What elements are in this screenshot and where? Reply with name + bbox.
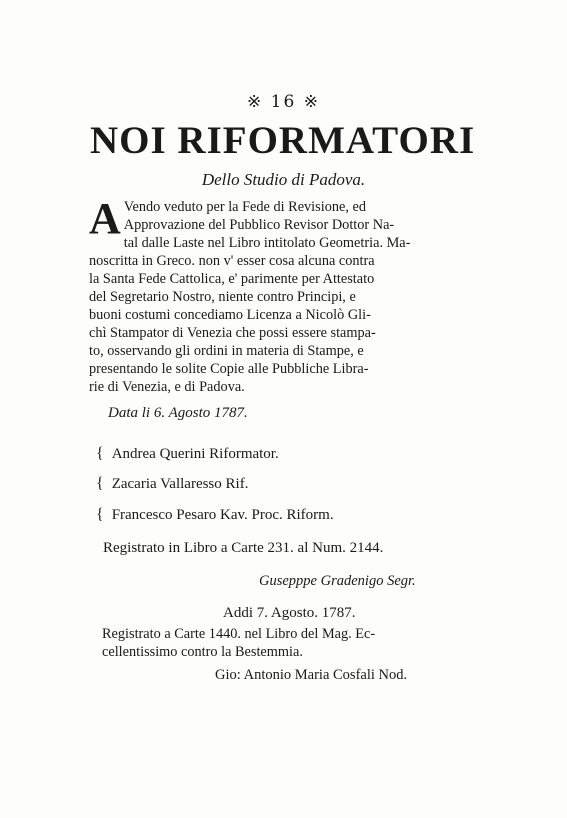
signature-line	[96, 506, 334, 524]
brace-icon: {	[96, 445, 104, 462]
body-line: tal dalle Laste nel Libro intitolato Geometria. Ma-	[123, 235, 411, 251]
secretary-signature: Gusepppe Gradenigo Segr.	[259, 573, 416, 589]
body-line: to, osservando gli ordini in materia di Stampe, e	[89, 343, 364, 359]
body-line: presentando le solite Copie alle Pubbliche Libra-	[89, 361, 369, 377]
drop-cap: A	[89, 194, 121, 243]
addendum-date: Addi 7. Agosto. 1787.	[223, 605, 356, 621]
signature-line	[96, 475, 248, 493]
page-subtitle: Dello Studio di Padova.	[201, 170, 366, 189]
page-title: NOI RIFORMATORI	[90, 119, 476, 162]
body-line: noscritta in Greco. non v' esser cosa alcuna contra	[89, 253, 375, 269]
notary-signature: Gio: Antonio Maria Cosfali Nod.	[215, 667, 408, 683]
body-line: rie di Venezia, e di Padova.	[89, 379, 245, 395]
signature-line	[96, 445, 279, 463]
brace-icon: {	[96, 506, 104, 523]
body-line: chì Stampator di Venezia che possi essere stampa-	[89, 325, 376, 341]
body-line: buoni costumi concediamo Licenza a Nicolò Gli-	[89, 307, 371, 323]
signature-name: Zacaria Vallaresso Rif.	[111, 476, 249, 492]
signature-name: Francesco Pesaro Kav. Proc. Riform.	[111, 507, 334, 523]
registration-line: cellentissimo contro la Bestemmia.	[102, 644, 303, 660]
second-registration	[102, 625, 452, 661]
brace-icon: {	[96, 475, 104, 492]
body-line: Approvazione del Pubblico Revisor Dottor Na-	[123, 217, 395, 233]
registration-line: Registrato a Carte 1440. nel Libro del Mag. Ec-	[102, 626, 376, 642]
signature-name: Andrea Querini Riformator.	[111, 446, 279, 462]
body-line: Vendo veduto per la Fede di Revisione, ed	[123, 199, 366, 215]
license-body	[89, 194, 457, 396]
registration-note: Registrato in Libro a Carte 231. al Num. 2144.	[103, 540, 384, 556]
license-date: Data li 6. Agosto 1787.	[108, 405, 248, 421]
body-line: del Segretario Nostro, niente contro Principi, e	[89, 289, 356, 305]
body-line: la Santa Fede Cattolica, e' parimente per Attestato	[89, 271, 375, 287]
page-number-header: ※ 16 ※	[247, 92, 320, 112]
